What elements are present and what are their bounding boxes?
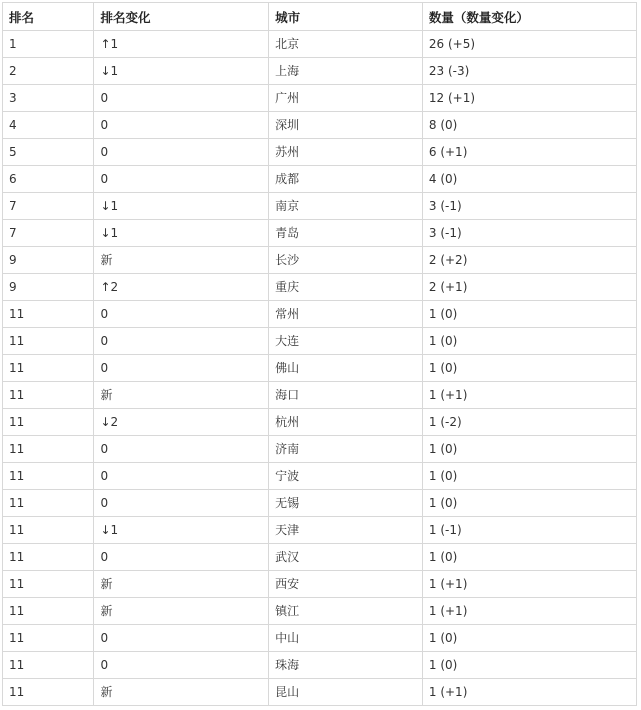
cell-rank: 11 (3, 571, 94, 598)
table-row (3, 490, 637, 517)
cell-count: 1 (0) (422, 436, 636, 463)
table-row (3, 355, 637, 382)
cell-city: 深圳 (269, 112, 423, 139)
cell-rank-change: 0 (94, 490, 269, 517)
cell-city: 成都 (269, 166, 423, 193)
cell-city: 中山 (269, 625, 423, 652)
table-row (3, 436, 637, 463)
cell-rank: 11 (3, 652, 94, 679)
cell-city: 武汉 (269, 544, 423, 571)
cell-rank-change: 新 (94, 382, 269, 409)
cell-rank: 11 (3, 436, 94, 463)
city-ranking-table (2, 2, 637, 706)
cell-city: 大连 (269, 328, 423, 355)
cell-rank-change: ↓1 (94, 193, 269, 220)
cell-count: 26 (+5) (422, 31, 636, 58)
cell-city: 无锡 (269, 490, 423, 517)
cell-rank-change: 0 (94, 436, 269, 463)
cell-rank-change: 0 (94, 166, 269, 193)
cell-rank-change: 0 (94, 625, 269, 652)
cell-rank: 11 (3, 517, 94, 544)
cell-city: 镇江 (269, 598, 423, 625)
table-row (3, 652, 637, 679)
table-row (3, 58, 637, 85)
table-row (3, 301, 637, 328)
cell-rank: 3 (3, 85, 94, 112)
cell-city: 青岛 (269, 220, 423, 247)
cell-city: 珠海 (269, 652, 423, 679)
table-row (3, 112, 637, 139)
cell-count: 1 (-1) (422, 517, 636, 544)
cell-rank: 9 (3, 247, 94, 274)
table-row (3, 193, 637, 220)
header-city: 城市 (269, 3, 423, 31)
header-row (3, 3, 637, 31)
cell-count: 1 (0) (422, 625, 636, 652)
cell-rank-change: 新 (94, 571, 269, 598)
cell-rank-change: 0 (94, 652, 269, 679)
table-row (3, 409, 637, 436)
cell-rank-change: ↓1 (94, 517, 269, 544)
cell-rank: 11 (3, 328, 94, 355)
cell-rank: 11 (3, 625, 94, 652)
cell-city: 杭州 (269, 409, 423, 436)
cell-city: 宁波 (269, 463, 423, 490)
cell-rank-change: 新 (94, 679, 269, 706)
cell-city: 西安 (269, 571, 423, 598)
cell-rank-change: ↑2 (94, 274, 269, 301)
cell-rank-change: 0 (94, 355, 269, 382)
cell-city: 上海 (269, 58, 423, 85)
cell-count: 4 (0) (422, 166, 636, 193)
cell-rank-change: ↑1 (94, 31, 269, 58)
cell-city: 北京 (269, 31, 423, 58)
cell-rank-change: 0 (94, 328, 269, 355)
table-row (3, 679, 637, 706)
cell-count: 1 (0) (422, 490, 636, 517)
table-row (3, 382, 637, 409)
cell-city: 海口 (269, 382, 423, 409)
cell-count: 1 (-2) (422, 409, 636, 436)
cell-city: 苏州 (269, 139, 423, 166)
cell-rank: 11 (3, 382, 94, 409)
cell-rank: 2 (3, 58, 94, 85)
table-row (3, 85, 637, 112)
cell-count: 1 (0) (422, 652, 636, 679)
cell-rank: 7 (3, 220, 94, 247)
cell-rank-change: 0 (94, 463, 269, 490)
cell-rank: 11 (3, 301, 94, 328)
cell-rank-change: 0 (94, 544, 269, 571)
cell-rank-change: ↓1 (94, 58, 269, 85)
header-rank-change: 排名变化 (94, 3, 269, 31)
cell-count: 1 (0) (422, 544, 636, 571)
cell-city: 常州 (269, 301, 423, 328)
cell-city: 济南 (269, 436, 423, 463)
table-row (3, 463, 637, 490)
cell-count: 1 (+1) (422, 382, 636, 409)
cell-rank-change: ↓1 (94, 220, 269, 247)
cell-count: 23 (-3) (422, 58, 636, 85)
cell-count: 1 (+1) (422, 598, 636, 625)
cell-rank-change: 0 (94, 85, 269, 112)
header-count: 数量（数量变化） (422, 3, 636, 31)
cell-rank: 11 (3, 355, 94, 382)
table-row (3, 220, 637, 247)
cell-rank: 9 (3, 274, 94, 301)
cell-rank-change: ↓2 (94, 409, 269, 436)
cell-city: 广州 (269, 85, 423, 112)
table-row (3, 625, 637, 652)
table-row (3, 166, 637, 193)
table-row (3, 328, 637, 355)
cell-rank-change: 0 (94, 139, 269, 166)
cell-rank: 5 (3, 139, 94, 166)
cell-rank: 6 (3, 166, 94, 193)
table-row (3, 139, 637, 166)
table-row (3, 598, 637, 625)
cell-city: 昆山 (269, 679, 423, 706)
cell-city: 长沙 (269, 247, 423, 274)
header-rank: 排名 (3, 3, 94, 31)
cell-rank: 4 (3, 112, 94, 139)
table-header (3, 3, 637, 31)
cell-count: 8 (0) (422, 112, 636, 139)
cell-city: 重庆 (269, 274, 423, 301)
cell-rank: 11 (3, 409, 94, 436)
cell-count: 1 (0) (422, 328, 636, 355)
cell-count: 12 (+1) (422, 85, 636, 112)
cell-rank-change: 新 (94, 247, 269, 274)
cell-rank-change: 0 (94, 112, 269, 139)
cell-rank: 11 (3, 679, 94, 706)
cell-rank-change: 0 (94, 301, 269, 328)
table-row (3, 274, 637, 301)
cell-rank: 11 (3, 463, 94, 490)
table-row (3, 31, 637, 58)
cell-rank-change: 新 (94, 598, 269, 625)
cell-count: 2 (+1) (422, 274, 636, 301)
cell-count: 1 (0) (422, 355, 636, 382)
cell-city: 佛山 (269, 355, 423, 382)
cell-rank: 11 (3, 598, 94, 625)
cell-count: 6 (+1) (422, 139, 636, 166)
cell-rank: 11 (3, 490, 94, 517)
table-row (3, 247, 637, 274)
cell-count: 3 (-1) (422, 220, 636, 247)
table-row (3, 517, 637, 544)
cell-city: 天津 (269, 517, 423, 544)
cell-count: 3 (-1) (422, 193, 636, 220)
cell-rank: 11 (3, 544, 94, 571)
cell-rank: 1 (3, 31, 94, 58)
cell-city: 南京 (269, 193, 423, 220)
cell-rank: 7 (3, 193, 94, 220)
table-row (3, 544, 637, 571)
cell-count: 1 (0) (422, 463, 636, 490)
cell-count: 2 (+2) (422, 247, 636, 274)
cell-count: 1 (+1) (422, 679, 636, 706)
cell-count: 1 (+1) (422, 571, 636, 598)
cell-count: 1 (0) (422, 301, 636, 328)
table-row (3, 571, 637, 598)
table-body (3, 31, 637, 706)
